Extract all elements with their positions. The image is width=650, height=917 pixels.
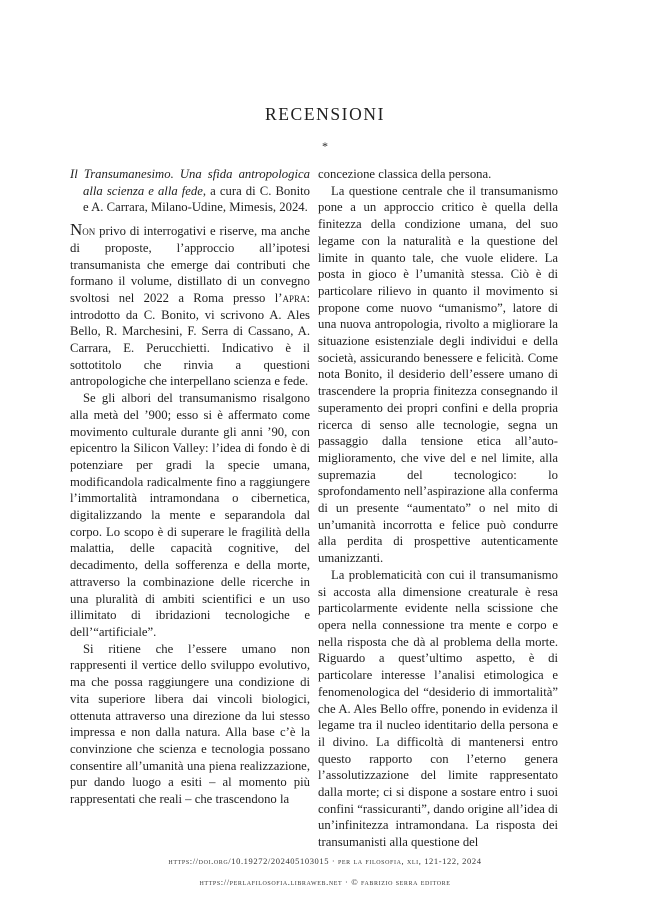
paragraph: Si ritiene che l’essere umano non rappresenti il vertice dello sviluppo evolutivo, ma che possa raggiungere una condizione di vita superiore libera dai vincoli biologici, ottenuta attraverso una direzione da lui stesso impressa e non dalla natura. Alla base c’è la convinzione che scienza e tecnologia possano consentire all’umanità una piena realizzazione, pur dando luogo a esiti – al momento più rappresentati che reali – che trascendono la bbox=[70, 641, 310, 807]
right-column bbox=[318, 166, 558, 851]
footer-publisher-line bbox=[0, 877, 650, 887]
page-title: RECENSIONI bbox=[264, 104, 386, 124]
initial-smallcaps: on bbox=[82, 224, 96, 239]
footer-doi-line bbox=[0, 856, 650, 866]
initial-letter: N bbox=[70, 220, 83, 240]
org-acronym: apra bbox=[282, 290, 307, 305]
paragraph-intro bbox=[70, 222, 310, 390]
footer-publisher: https://perlafilosofia.libraweb.net · © fabrizio serra editore bbox=[199, 877, 451, 887]
book-title: Il Transumanesimo. Una sfida antropologica alla scienza e alla fede bbox=[70, 167, 310, 198]
paragraph-continuation: concezione classica della persona. bbox=[318, 167, 492, 181]
paragraph: Se gli albori del transumanismo risalgono alla metà del ’900; esso si è affermato come movimento culturale durante gli anni ’90, con epicentro la Silicon Valley: l’idea di fondo è di potenziare per gradi la specie umana, modificandola radicalmente fino a raggiungere l’immortalità intramondana o cibernetica, digitalizzando la mente e separandola dal corpo. Lo scopo è di superare le fragilità della malattia, delle capacità cognitive, del decadimento, della sofferenza e della morte, attraverso la combinazione delle ricerche in una pluralità di ambiti scientifici e un uso illimitato di ibridazioni tecnologiche e dell’“artificiale”. bbox=[70, 391, 310, 639]
paragraph: La problematicità con cui il transumanismo si accosta alla dimensione creaturale è resa particolarmente evidente nella scissione che opera nella connessione tra mente e corpo e nella risposta che dà al problema della morte. Riguardo a quest’ultimo aspetto, è di particolare interesse l’analisi etimologica e fenomenologica del “desiderio di immortalità” che A. Ales Bello offre, ponendo in evidenza il legame tra il nucleo identitario della persona e il divino. La difficoltà di mantenersi entro questo rapporto con l’eterno genera l’assolutizzazione del limite rappresentato dalla morte; ci si dispone a sostare entro i suoi confini “rassicuranti”, dando origine all’idea di un’infinitezza intramondana. La risposta dei transumanisti alla questione del bbox=[318, 567, 558, 850]
paragraph: La questione centrale che il transumanismo pone a un approccio critico è quella della finitezza della condizione umana, del suo legame con la naturalità e la questione del limite in quanto tale, che vuole elidere. La posta in gioco è l’umanità stessa. Ciò è di particolare rilievo in quanto il movimento si propone come nuovo “umanismo”, latore di una nuova antropologia, rivolto a migliorare la situazione esistenziale degli individui e della società, assicurando benessere e felicità. Come nota Bonito, il desiderio dell’essere umano di trascendere la propria finitezza consegnando il superamento dei propri confini e della propria ricerca di senso alle tecnologie, segna un passaggio dalla tensione etica all’auto-miglioramento, che vive del e nel limite, alla supremazia del tecnologico: lo sprofondamento nell’aspirazione alla conferma di un presente “aumentato” o nel mito di un’umanità incorrotta e felice può condurre alla perdita di prospettive autenticamente umanizzanti. bbox=[318, 183, 558, 566]
left-column bbox=[70, 166, 310, 808]
footer-doi: https://doi.org/10.19272/202405103015 · per la filosofia, xli, 121-122, 2024 bbox=[168, 856, 482, 866]
book-reference bbox=[70, 166, 310, 216]
intro-text-a: privo di interrogativi e riserve, ma anche di proposte, l’approccio all’ipotesi transumanista che emerge dai contributi che formano il volume, distillato di un convegno svoltosi nel 2022 a Roma presso l’ bbox=[70, 224, 310, 305]
intro-text-b: : introdotto da C. Bonito, vi scrivono A. Ales Bello, R. Marchesini, F. Serra di Cassano, A. Carrara, E. Perucchietti. Indicativo è il sottotitolo che rinvia a questioni antropologiche che interpellano scienza e fede. bbox=[70, 290, 310, 389]
book-meta: , a cura di C. Bonito e A. Carrara, Milano-Udine, Mimesis, 2024. bbox=[83, 183, 311, 215]
section-ornament: * bbox=[322, 139, 328, 153]
